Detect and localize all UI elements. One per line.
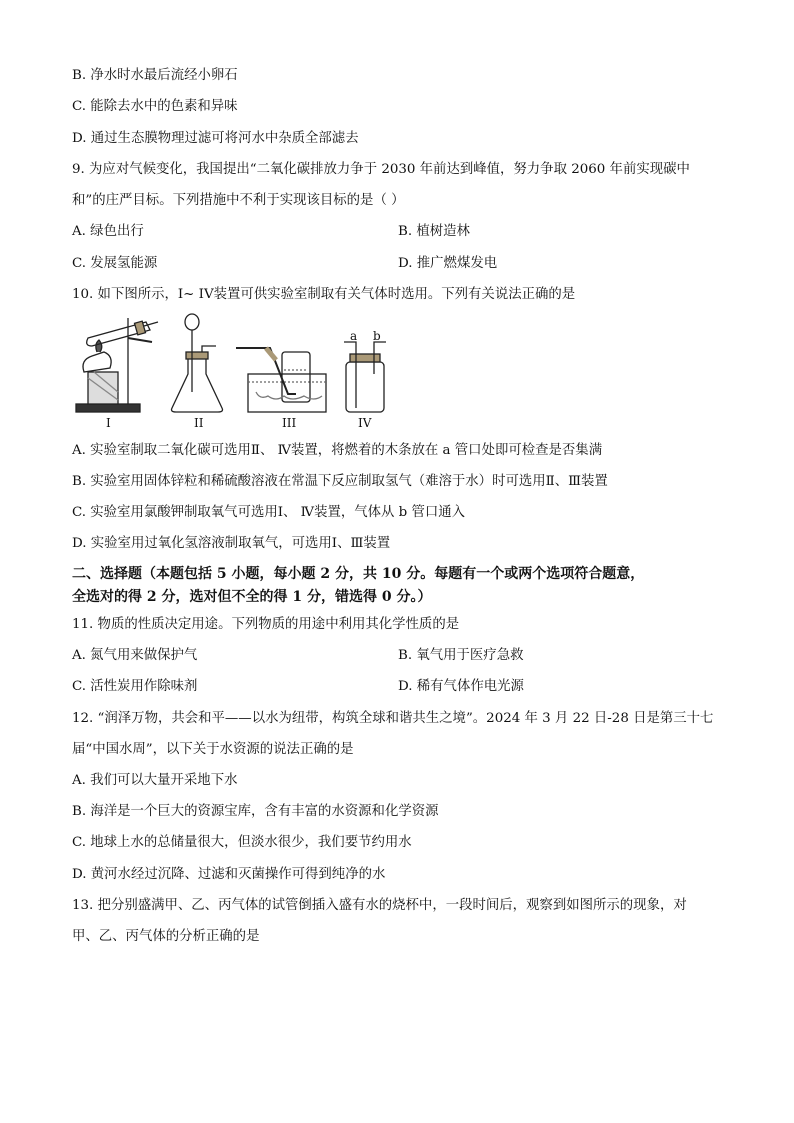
q10-option-d: D. 实验室用过氧化氢溶液制取氧气，可选用Ⅰ、Ⅲ装置 bbox=[72, 536, 391, 551]
section2-header-line2: 全选对的得 2 分，选对但不全的得 1 分，错选得 0 分。） bbox=[72, 589, 432, 605]
q9-option-b: B. 植树造林 bbox=[398, 224, 470, 239]
q11-option-c: C. 活性炭用作除味剂 bbox=[72, 679, 198, 694]
q8-option-c: C. 能除去水中的色素和异味 bbox=[72, 99, 238, 114]
q11-option-b: B. 氧气用于医疗急救 bbox=[398, 648, 524, 663]
q12-option-a: A. 我们可以大量开采地下水 bbox=[72, 773, 238, 788]
q12-stem-line2: 届“中国水周”，以下关于水资源的说法正确的是 bbox=[72, 742, 354, 757]
apparatus-2-icon bbox=[172, 314, 223, 412]
q8-option-d: D. 通过生态膜物理过滤可将河水中杂质全部滤去 bbox=[72, 131, 359, 146]
apparatus-figure bbox=[70, 312, 410, 430]
q11-option-a: A. 氮气用来做保护气 bbox=[72, 648, 198, 663]
apparatus-3-icon bbox=[236, 348, 326, 412]
label-i: I bbox=[106, 416, 111, 430]
q12-option-d: D. 黄河水经过沉降、过滤和灭菌操作可得到纯净的水 bbox=[72, 867, 386, 882]
q9-option-a: A. 绿色出行 bbox=[72, 224, 144, 239]
q11-option-d: D. 稀有气体作电光源 bbox=[398, 679, 524, 694]
label-ii: II bbox=[194, 416, 204, 430]
label-iii: III bbox=[282, 416, 297, 430]
q10-option-c: C. 实验室用氯酸钾制取氧气可选用Ⅰ、 Ⅳ装置，气体从 b 管口通入 bbox=[72, 505, 466, 520]
q12-stem-line1: 12. “润泽万物，共会和平——以水为纽带，构筑全球和谐共生之境”。2024 年 3 月 22 日-28 日是第三十七 bbox=[72, 711, 714, 726]
q10-stem: 10. 如下图所示，I~ IV装置可供实验室制取有关气体时选用。下列有关说法正确的是 bbox=[72, 287, 576, 302]
q13-stem-line2: 甲、乙、丙气体的分析正确的是 bbox=[72, 929, 260, 944]
apparatus-4-icon bbox=[344, 342, 386, 412]
apparatus-1-icon bbox=[76, 318, 158, 412]
q11-stem: 11. 物质的性质决定用途。下列物质的用途中利用其化学性质的是 bbox=[72, 617, 460, 632]
q12-option-b: B. 海洋是一个巨大的资源宝库，含有丰富的水资源和化学资源 bbox=[72, 804, 439, 819]
q9-stem-line1: 9. 为应对气候变化，我国提出“二氧化碳排放力争于 2030 年前达到峰值，努力争取 2060 年前实现碳中 bbox=[72, 162, 690, 177]
port-b-label: b bbox=[373, 329, 381, 343]
q10-option-b: B. 实验室用固体锌粒和稀硫酸溶液在常温下反应制取氢气（难溶于水）时可选用Ⅱ、Ⅲ装置 bbox=[72, 474, 608, 489]
label-iv: IV bbox=[358, 416, 372, 430]
q9-option-d: D. 推广燃煤发电 bbox=[398, 256, 498, 271]
port-a-label: a bbox=[350, 329, 358, 343]
section2-header-line1: 二、选择题（本题包括 5 小题，每小题 2 分，共 10 分。每题有一个或两个选项符合题意， bbox=[72, 566, 645, 582]
q8-option-b: B. 净水时水最后流经小卵石 bbox=[72, 68, 238, 83]
q13-stem-line1: 13. 把分别盛满甲、乙、丙气体的试管倒插入盛有水的烧杯中，一段时间后，观察到如图所示的现象，对 bbox=[72, 898, 687, 913]
q12-option-c: C. 地球上水的总储量很大，但淡水很少，我们要节约用水 bbox=[72, 835, 412, 850]
q10-option-a: A. 实验室制取二氧化碳可选用Ⅱ、 Ⅳ装置，将燃着的木条放在 a 管口处即可检查是否集满 bbox=[72, 443, 603, 458]
q9-stem-line2: 和”的庄严目标。下列措施中不利于实现该目标的是（ ） bbox=[72, 193, 405, 208]
q9-option-c: C. 发展氢能源 bbox=[72, 256, 158, 271]
